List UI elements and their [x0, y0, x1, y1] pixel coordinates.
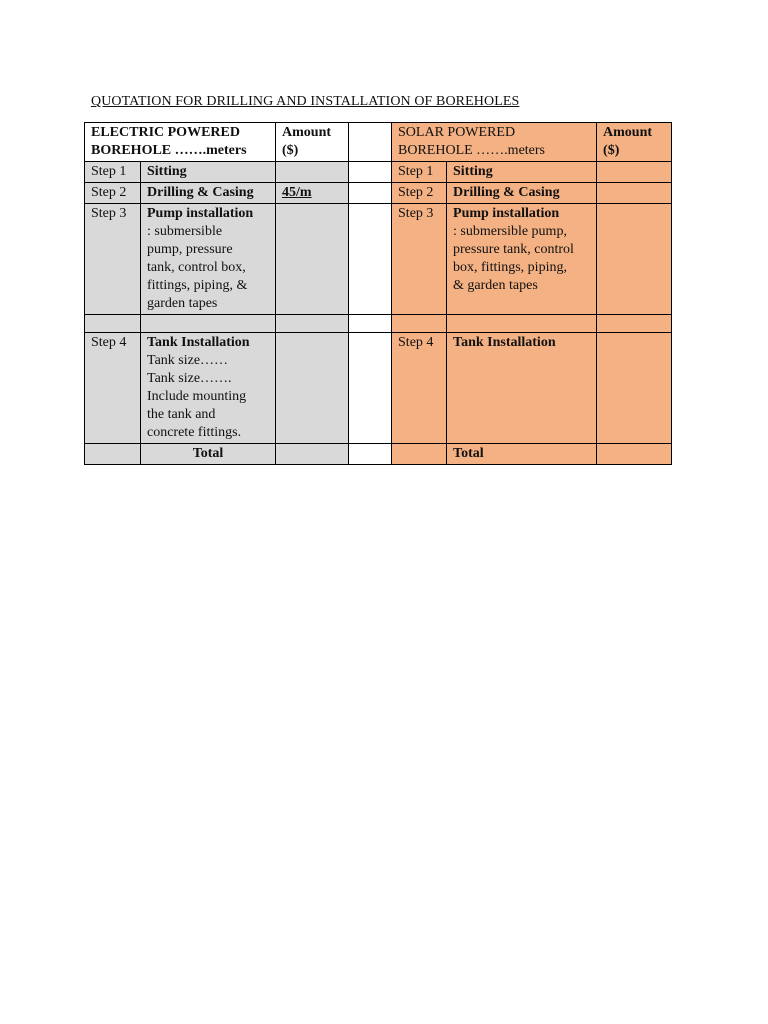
empty-cell — [597, 315, 672, 333]
electric-step-desc: Drilling & Casing — [141, 183, 276, 204]
electric-step-desc: Pump installation : submersible pump, pressure tank, control box, fittings, piping, & garden tapes — [141, 204, 276, 315]
empty-cell — [141, 315, 276, 333]
solar-amount-cell — [597, 204, 672, 315]
empty-cell — [392, 315, 447, 333]
electric-step-label: Step 3 — [85, 204, 141, 315]
spacer-cell — [349, 333, 392, 444]
table-row — [85, 333, 672, 444]
electric-amount-cell — [276, 204, 349, 315]
table-row — [85, 162, 672, 183]
spacer-cell — [349, 123, 392, 162]
empty-cell — [276, 315, 349, 333]
spacer-cell — [349, 162, 392, 183]
document-title: QUOTATION FOR DRILLING AND INSTALLATION OF BOREHOLES — [91, 94, 520, 109]
solar-step-desc: Tank Installation — [447, 333, 597, 444]
spacer-cell — [349, 204, 392, 315]
empty-cell — [85, 315, 141, 333]
solar-step-label: Step 2 — [392, 183, 447, 204]
solar-step-label: Step 4 — [392, 333, 447, 444]
electric-total-amount — [276, 444, 349, 465]
electric-total-label: Total — [141, 444, 276, 465]
solar-total-amount — [597, 444, 672, 465]
total-row — [85, 444, 672, 465]
table-row — [85, 204, 672, 315]
electric-header: ELECTRIC POWERED BOREHOLE …….meters — [85, 123, 276, 162]
solar-step-desc: Sitting — [447, 162, 597, 183]
electric-amount-cell: 45/m — [276, 183, 349, 204]
electric-step-desc: Tank Installation Tank size…… Tank size……. Include mounting the tank and concrete fittings. — [141, 333, 276, 444]
electric-step-label: Step 2 — [85, 183, 141, 204]
solar-step-desc: Pump installation : submersible pump, pressure tank, control box, fittings, piping, & garden tapes — [447, 204, 597, 315]
solar-step-label: Step 1 — [392, 162, 447, 183]
solar-amount-cell — [597, 333, 672, 444]
solar-amount-header: Amount ($) — [597, 123, 672, 162]
solar-header: SOLAR POWERED BOREHOLE …….meters — [392, 123, 597, 162]
electric-amount-header: Amount ($) — [276, 123, 349, 162]
electric-step-label: Step 1 — [85, 162, 141, 183]
electric-amount-cell — [276, 162, 349, 183]
table-row — [85, 183, 672, 204]
spacer-cell — [349, 183, 392, 204]
quotation-table — [84, 122, 672, 465]
electric-step-label: Step 4 — [85, 333, 141, 444]
solar-amount-cell — [597, 183, 672, 204]
spacer-cell — [349, 444, 392, 465]
empty-cell — [392, 444, 447, 465]
spacer-cell — [349, 315, 392, 333]
header-row — [85, 123, 672, 162]
empty-cell — [85, 444, 141, 465]
empty-cell — [447, 315, 597, 333]
electric-step-desc: Sitting — [141, 162, 276, 183]
solar-step-label: Step 3 — [392, 204, 447, 315]
solar-amount-cell — [597, 162, 672, 183]
solar-step-desc: Drilling & Casing — [447, 183, 597, 204]
solar-total-label: Total — [447, 444, 597, 465]
empty-row — [85, 315, 672, 333]
electric-amount-cell — [276, 333, 349, 444]
